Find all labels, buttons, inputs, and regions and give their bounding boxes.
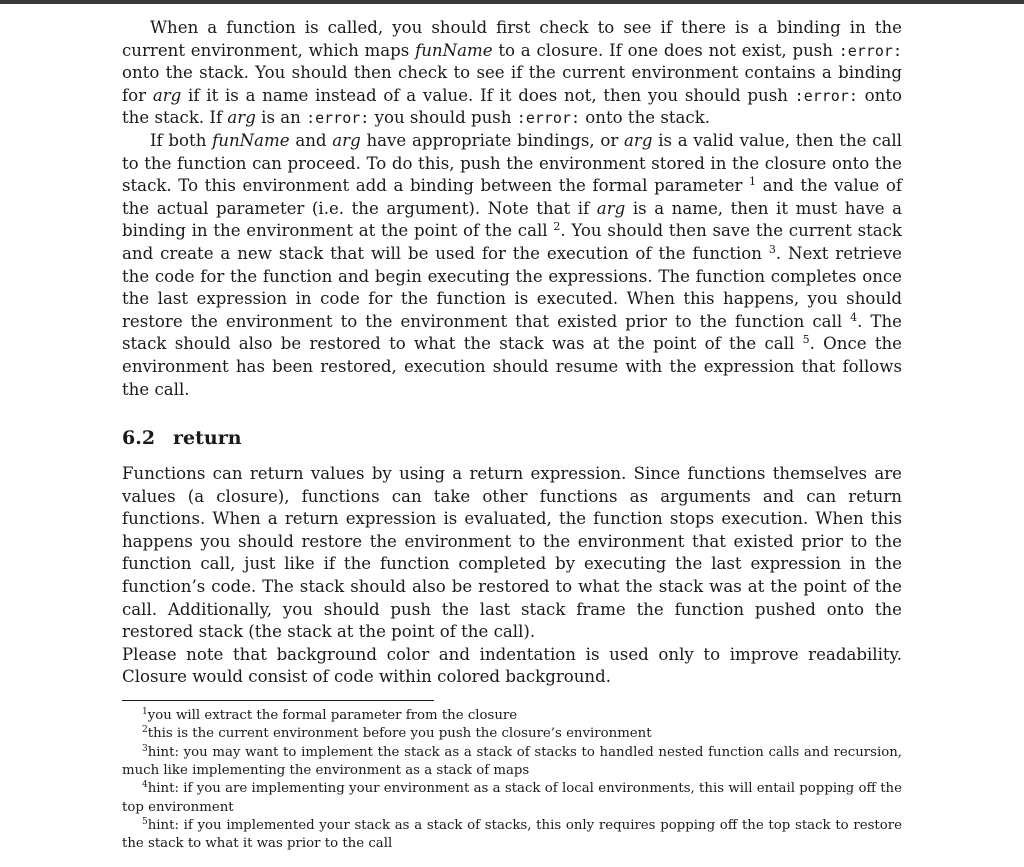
text-run: have appropriate bindings, or <box>360 130 625 150</box>
footnote-2 <box>122 725 902 743</box>
footnote-ref-4[interactable]: 4 <box>850 310 858 324</box>
text-run: you should push <box>369 108 517 128</box>
math-arg: arg <box>152 85 182 105</box>
document-page <box>122 17 902 853</box>
code-error: :error: <box>838 41 902 60</box>
footnote-ref-1[interactable]: 1 <box>748 175 756 189</box>
footnote-3 <box>122 744 902 781</box>
section-number: 6.2 <box>122 427 156 450</box>
footnote-mark: 1 <box>142 707 148 718</box>
math-arg: arg <box>227 108 256 128</box>
footnotes <box>122 700 902 853</box>
footnote-ref-3[interactable]: 3 <box>768 242 776 256</box>
footnote-text: this is the current environment before you push the closure’s environment <box>147 726 652 742</box>
footnote-text: hint: if you are implementing your environment as a stack of local environments, this will entail popping off the top environment <box>122 781 902 815</box>
section-title: return <box>173 427 242 450</box>
section-heading <box>122 426 902 450</box>
math-funname: funName <box>415 40 493 60</box>
text-run: onto the stack. <box>580 108 711 128</box>
text-run: is a valid value, then the call to the function can proceed. To do this, push the environment stored in the closure onto the stack. To this environment add a binding between the formal parameter <box>122 130 902 196</box>
window-top-border <box>0 0 1024 4</box>
footnote-4 <box>122 780 902 817</box>
footnote-mark: 4 <box>142 780 148 791</box>
math-arg: arg <box>332 130 361 150</box>
text-run: onto the stack. If <box>122 85 902 128</box>
text-run: and <box>289 130 333 150</box>
text-run: onto the stack. You should then check to see if the current environment contains a binding for <box>122 63 902 105</box>
math-arg: arg <box>624 130 653 150</box>
footnote-mark: 2 <box>142 725 148 736</box>
footnote-mark: 3 <box>142 743 148 754</box>
footnote-ref-5[interactable]: 5 <box>802 333 810 347</box>
footnote-text: hint: if you implemented your stack as a stack of stacks, this only requires popping off the top stack to restore the stack to what it was prior to the call <box>122 817 902 852</box>
footnote-5 <box>122 817 902 854</box>
paragraph-call-proceeds <box>122 130 902 401</box>
footnote-mark: 5 <box>142 816 148 827</box>
text-run: is a name, then it must have a binding in the environment at the point of the call <box>122 198 902 241</box>
text-run: if it is a name instead of a value. If it does not, then you should push <box>181 85 795 105</box>
text-run: to a closure. If one does not exist, push <box>492 40 839 60</box>
footnote-text: you will extract the formal parameter from the closure <box>147 708 518 724</box>
footnote-1 <box>122 707 902 725</box>
footnote-rule <box>122 700 434 701</box>
footnote-text: hint: you may want to implement the stack as a stack of stacks to handled nested function calls and recursion, much like implementing the environment as a stack of maps <box>122 744 902 778</box>
text-run: . You should then save the current stack and create a new stack that will be used for the execution of the function <box>122 221 902 263</box>
math-funname: funName <box>212 130 290 150</box>
text-run: . Once the environment has been restored, execution should resume with the expression that follows the call. <box>122 334 903 399</box>
math-arg: arg <box>596 198 626 218</box>
paragraph-readability-note: Please note that background color and indentation is used only to improve readability. Closure would consist of code within colored background. <box>122 644 902 687</box>
text-run: If both <box>150 130 213 150</box>
text-run: is an <box>255 108 307 128</box>
paragraph-return: Functions can return values by using a return expression. Since functions themselves are values (a closure), functions can take other functions as arguments and can return functions. When a return expression is evaluated, the function stops execution. When this happens you should restore the environment to the environment that existed prior to the function call, just like if the function completed by executing the last expression in the function’s code. The stack should also be restored to what the stack was at the point of the call. Additionally, you should push the last stack frame the function pushed onto the restored stack (the stack at the point of the call). <box>122 464 902 642</box>
code-error: :error: <box>306 109 370 128</box>
text-run: and the value of the actual parameter (i.e. the argument). Note that if <box>122 176 902 218</box>
code-error: :error: <box>516 109 581 128</box>
text-run: . Next retrieve the code for the function and begin executing the expressions. The function completes once the last expression in code for the function is executed. When this happens, you should restore the environment to the environment that existed prior to the function call <box>122 243 902 331</box>
footnote-ref-2[interactable]: 2 <box>553 220 561 234</box>
paragraph-function-call <box>122 17 902 130</box>
text-run: . The stack should also be restored to what the stack was at the point of the call <box>122 311 902 354</box>
code-error: :error: <box>794 86 858 105</box>
text-run: When a function is called, you should first check to see if there is a binding in the current environment, which maps <box>122 18 902 60</box>
